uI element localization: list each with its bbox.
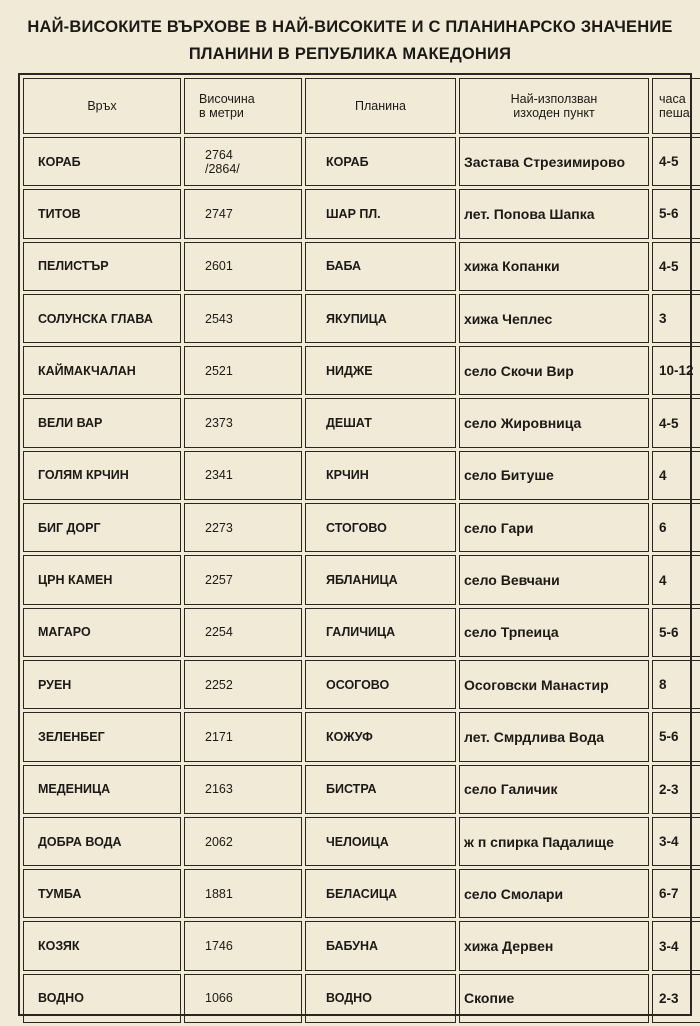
table-row (23, 660, 700, 709)
header-peak: Връх (23, 78, 181, 134)
cell-peak: ДОБРА ВОДА (23, 817, 181, 866)
cell-hours: 2-3 (652, 974, 700, 1023)
cell-start-point: хижа Чеплес (459, 294, 649, 343)
table-row (23, 398, 700, 447)
cell-peak: МЕДЕНИЦА (23, 765, 181, 814)
cell-peak: ВЕЛИ ВАР (23, 398, 181, 447)
cell-hours: 4-5 (652, 242, 700, 291)
cell-mountain: КОЖУФ (305, 712, 456, 761)
cell-hours: 4 (652, 451, 700, 500)
table-row (23, 869, 700, 918)
table-row (23, 503, 700, 552)
cell-elevation: 2601 (184, 242, 302, 291)
cell-peak: ГОЛЯМ КРЧИН (23, 451, 181, 500)
cell-start-point: село Скочи Вир (459, 346, 649, 395)
cell-peak: СОЛУНСКА ГЛАВА (23, 294, 181, 343)
cell-start-point: хижа Дервен (459, 921, 649, 970)
cell-mountain: ДЕШАТ (305, 398, 456, 447)
cell-elevation: 2543 (184, 294, 302, 343)
cell-mountain: ЯБЛАНИЦА (305, 555, 456, 604)
cell-mountain: ШАР ПЛ. (305, 189, 456, 238)
cell-mountain: КРЧИН (305, 451, 456, 500)
cell-peak: ПЕЛИСТЪР (23, 242, 181, 291)
cell-mountain: ЧЕЛОИЦА (305, 817, 456, 866)
cell-mountain: ВОДНО (305, 974, 456, 1023)
cell-elevation: 2521 (184, 346, 302, 395)
cell-start-point: село Битуше (459, 451, 649, 500)
table-row (23, 294, 700, 343)
cell-peak: ВОДНО (23, 974, 181, 1023)
cell-hours: 5-6 (652, 712, 700, 761)
cell-hours: 3-4 (652, 817, 700, 866)
cell-elevation: 2273 (184, 503, 302, 552)
cell-peak: ТУМБА (23, 869, 181, 918)
table-row (23, 346, 700, 395)
cell-start-point: село Вевчани (459, 555, 649, 604)
cell-hours: 4 (652, 555, 700, 604)
peaks-table (20, 75, 700, 1026)
cell-elevation: 2747 (184, 189, 302, 238)
cell-hours: 3-4 (652, 921, 700, 970)
table-row (23, 921, 700, 970)
cell-start-point: село Жировница (459, 398, 649, 447)
header-row (23, 78, 700, 134)
cell-hours: 4-5 (652, 398, 700, 447)
table-row (23, 242, 700, 291)
cell-start-point: село Трпеица (459, 608, 649, 657)
cell-start-point: Застава Стрезимирово (459, 137, 649, 186)
table-row (23, 974, 700, 1023)
cell-mountain: ГАЛИЧИЦА (305, 608, 456, 657)
cell-peak: МАГАРО (23, 608, 181, 657)
cell-hours: 5-6 (652, 189, 700, 238)
cell-elevation: 2163 (184, 765, 302, 814)
title-line-1: НАЙ-ВИСОКИТЕ ВЪРХОВЕ В НАЙ-ВИСОКИТЕ И С ПЛАНИНАРСКО ЗНАЧЕНИЕ (27, 18, 673, 36)
cell-elevation: 1066 (184, 974, 302, 1023)
table-row (23, 765, 700, 814)
cell-peak: КАЙМАКЧАЛАН (23, 346, 181, 395)
cell-start-point: село Смолари (459, 869, 649, 918)
cell-hours: 6 (652, 503, 700, 552)
cell-peak: КОЗЯК (23, 921, 181, 970)
cell-elevation: 2257 (184, 555, 302, 604)
table-row (23, 189, 700, 238)
cell-elevation: 1881 (184, 869, 302, 918)
table-row (23, 451, 700, 500)
cell-elevation: 2373 (184, 398, 302, 447)
cell-hours: 4-5 (652, 137, 700, 186)
table-row (23, 137, 700, 186)
cell-hours: 3 (652, 294, 700, 343)
table-row (23, 608, 700, 657)
cell-hours: 6-7 (652, 869, 700, 918)
cell-mountain: НИДЖЕ (305, 346, 456, 395)
cell-hours: 5-6 (652, 608, 700, 657)
cell-elevation: 2062 (184, 817, 302, 866)
cell-peak: КОРАБ (23, 137, 181, 186)
cell-hours: 2-3 (652, 765, 700, 814)
cell-mountain: КОРАБ (305, 137, 456, 186)
table-row (23, 817, 700, 866)
cell-mountain: БЕЛАСИЦА (305, 869, 456, 918)
cell-elevation: 2171 (184, 712, 302, 761)
cell-start-point: село Галичик (459, 765, 649, 814)
cell-start-point: Скопие (459, 974, 649, 1023)
cell-elevation: 1746 (184, 921, 302, 970)
cell-elevation: 2341 (184, 451, 302, 500)
cell-start-point: лет. Смрдлива Вода (459, 712, 649, 761)
header-mountain: Планина (305, 78, 456, 134)
cell-elevation: 2254 (184, 608, 302, 657)
cell-start-point: Осоговски Манастир (459, 660, 649, 709)
table-row (23, 712, 700, 761)
cell-mountain: БАБУНА (305, 921, 456, 970)
header-elevation: Височина в метри (184, 78, 302, 134)
cell-peak: ЗЕЛЕНБЕГ (23, 712, 181, 761)
header-hours: часа пеша (652, 78, 700, 134)
cell-start-point: село Гари (459, 503, 649, 552)
cell-mountain: ЯКУПИЦА (305, 294, 456, 343)
cell-peak: БИГ ДОРГ (23, 503, 181, 552)
cell-start-point: хижа Копанки (459, 242, 649, 291)
cell-hours: 10-12 (652, 346, 700, 395)
cell-hours: 8 (652, 660, 700, 709)
cell-mountain: СТОГОВО (305, 503, 456, 552)
cell-mountain: ОСОГОВО (305, 660, 456, 709)
cell-mountain: БАБА (305, 242, 456, 291)
cell-peak: РУЕН (23, 660, 181, 709)
cell-peak: ЦРН КАМЕН (23, 555, 181, 604)
table-row (23, 555, 700, 604)
cell-mountain: БИСТРА (305, 765, 456, 814)
title-line-2: ПЛАНИНИ В РЕПУБЛИКА МАКЕДОНИЯ (188, 45, 512, 63)
page-title (0, 14, 700, 68)
header-start-point: Най-използван изходен пункт (459, 78, 649, 134)
cell-elevation: 2252 (184, 660, 302, 709)
cell-start-point: ж п спирка Падалище (459, 817, 649, 866)
cell-start-point: лет. Попова Шапка (459, 189, 649, 238)
cell-peak: ТИТОВ (23, 189, 181, 238)
cell-elevation: 2764 /2864/ (184, 137, 302, 186)
